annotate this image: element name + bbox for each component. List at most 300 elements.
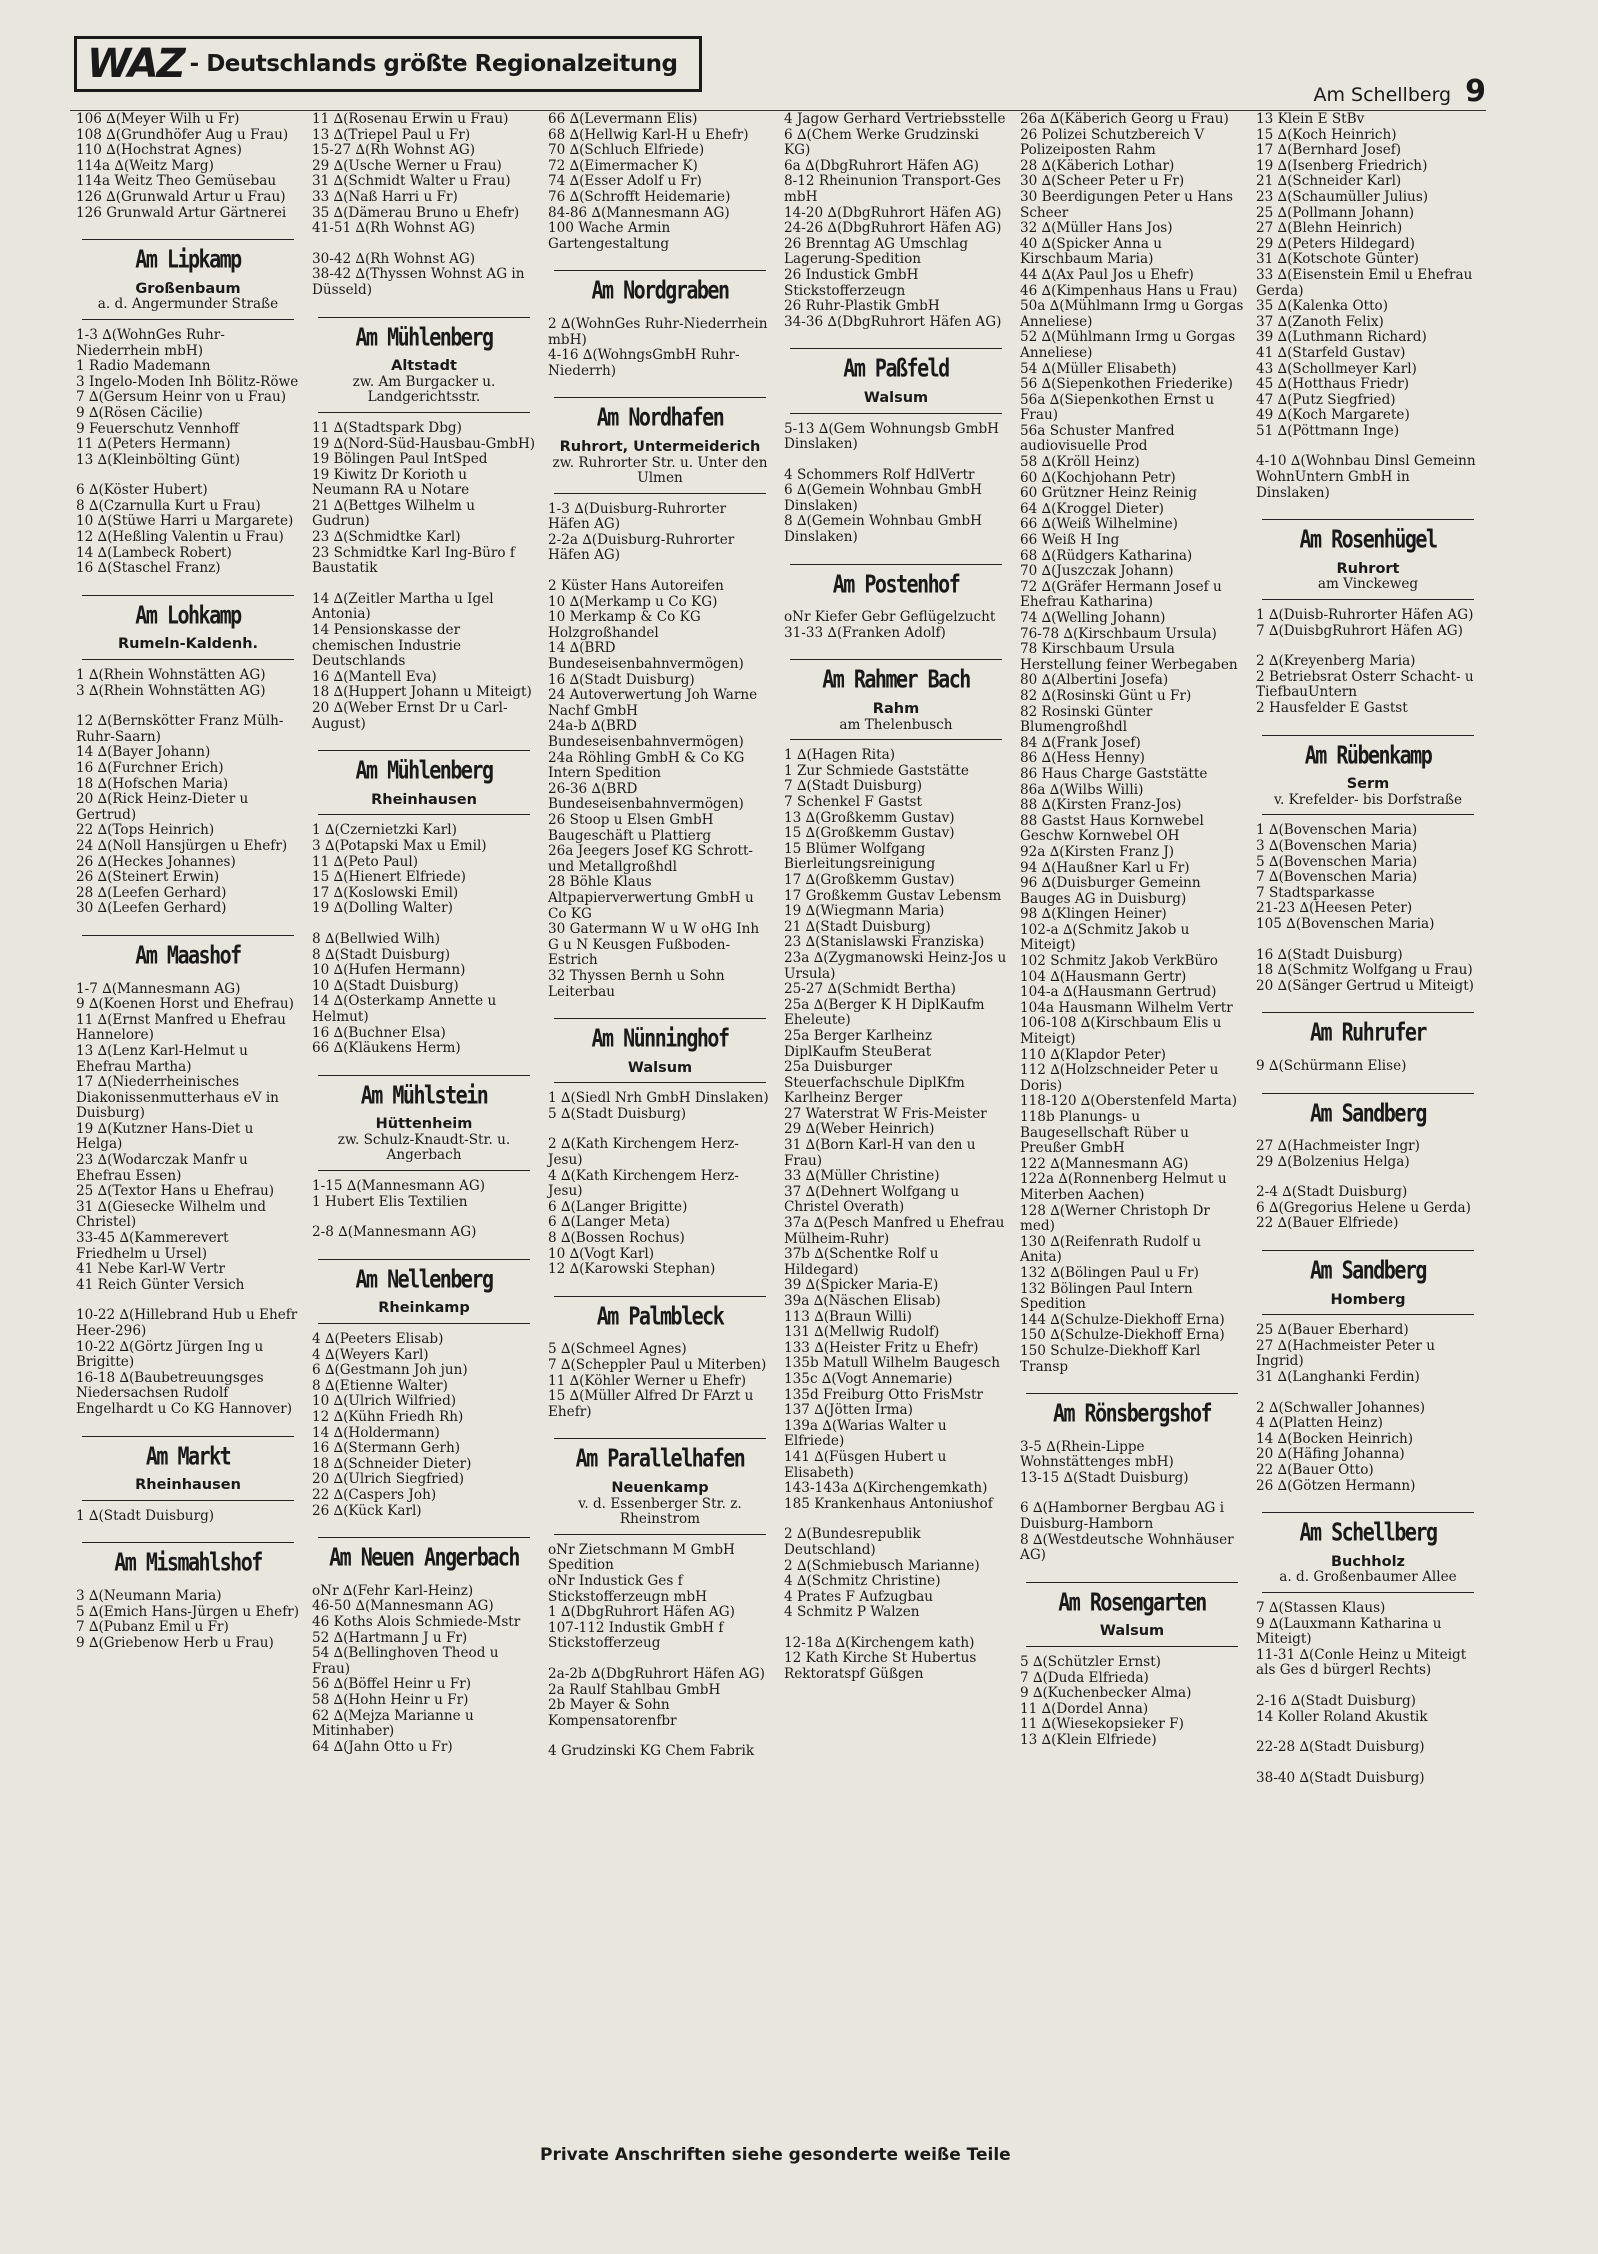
street-name: Am Postenhof (832, 568, 960, 599)
street-heading (76, 1542, 300, 1583)
address-entry: 39 ∆(Spicker Maria-E) (784, 1277, 939, 1294)
address-entry: 25-27 ∆(Schmidt Bertha) (784, 981, 956, 998)
address-entry: 7 ∆(Stassen Klaus) (1256, 1599, 1386, 1616)
street-heading (784, 659, 1008, 740)
address-entry: 47 ∆(Putz Siegfried) (1256, 391, 1396, 408)
street-name: Am Maashof (135, 939, 241, 970)
address-entry: 14 ∆(BRD Bundeseisenbahnvermögen) (548, 640, 744, 673)
address-entry: 23 ∆(Schmidtke Karl) (312, 529, 461, 546)
address-entry: 132 ∆(Bölingen Paul u Fr) (1020, 1264, 1199, 1281)
address-entry: 150 ∆(Schulze-Diekhoff Erna) (1020, 1327, 1225, 1344)
address-entry: 60 Grützner Heinz Reinig (1020, 485, 1197, 502)
address-entry: 15 ∆(Müller Alfred Dr FArzt u Ehefr) (548, 1388, 754, 1420)
address-entry: 96 ∆(Duisburger Gemeinn Bauges AG in Duisburg) (1020, 875, 1201, 907)
street-name: Am Nünninghof (591, 1022, 729, 1053)
address-entry: 9 ∆(Kuchenbecker Alma) (1020, 1685, 1192, 1702)
address-entry: 7 Stadtsparkasse (1256, 884, 1375, 901)
street-heading (312, 1537, 536, 1578)
address-entry: 76 ∆(Schrofft Heidemarie) (548, 188, 731, 205)
address-entry: 13 ∆(Großkemm Gustav) (784, 809, 955, 826)
address-entry: 26 ∆(Götzen Hermann) (1256, 1477, 1416, 1494)
address-entry: 4 ∆(Peeters Elisab) (312, 1331, 444, 1348)
street-rule (318, 1259, 530, 1260)
address-entry: 16 ∆(Stadt Duisburg) (548, 671, 695, 688)
street-rule (82, 595, 294, 596)
address-entry: 78 Kirschbaum Ursula Herstellung feiner Werbegaben (1020, 641, 1238, 673)
address-entry: 6 ∆(Hamborner Bergbau AG i Duisburg-Hamborn (1020, 1500, 1225, 1533)
street-rule (318, 1537, 530, 1538)
address-entry: 2-16 ∆(Stadt Duisburg) (1256, 1692, 1416, 1709)
address-entry: 11 ∆(Rosenau Erwin u Frau) (312, 112, 509, 127)
running-head-title: Am Schellberg (1313, 84, 1452, 106)
address-entry: 31-33 ∆(Franken Adolf) (784, 624, 946, 641)
street-heading (76, 239, 300, 320)
street-heading (76, 935, 300, 976)
address-entry: 118-120 ∆(Oberstenfeld Marta) (1020, 1093, 1238, 1110)
address-entry: 70 ∆(Schluch Elfriede) (548, 142, 705, 159)
address-entry: 19 ∆(Nord-Süd-Hausbau-GmbH) (312, 435, 536, 452)
address-entry: 32 ∆(Müller Hans Jos) (1020, 220, 1173, 237)
address-entry: 20 ∆(Rick Heinz-Dieter u Gertrud) (76, 791, 249, 823)
street-name: Am Rosengarten (1058, 1586, 1206, 1617)
address-entry: 3 ∆(Potapski Max u Emil) (312, 837, 487, 854)
street-rule (1026, 1393, 1238, 1394)
address-entry: 7 ∆(Duda Elfrieda) (1020, 1669, 1149, 1686)
address-entry: 11 ∆(Peters Hermann) (76, 436, 231, 453)
address-entry: 1 ∆(Rhein Wohnstätten AG) (76, 667, 266, 684)
address-entry: 52 ∆(Hartmann J u Fr) (312, 1629, 468, 1646)
address-entry: 30 Gatermann W u W oHG Inh G u N Keusgen Fußboden-Estrich (548, 921, 760, 969)
address-entry: 4 ∆(Weyers Karl) (312, 1346, 429, 1363)
address-entry: 2b Mayer & Sohn Kompensatorenfbr (548, 1697, 677, 1729)
address-entry: 26a Jeegers Josef KG Schrott- und Metallgroßhdl (548, 843, 754, 875)
address-entry: 4 ∆(Schmitz Christine) (784, 1573, 941, 1590)
address-entry: 8 ∆(Westdeutsche Wohnhäuser AG) (1020, 1531, 1234, 1564)
address-entry: 88 ∆(Kirsten Franz-Jos) (1020, 797, 1182, 814)
address-entry: 82 ∆(Rosinski Günt u Fr) (1020, 687, 1192, 704)
street-heading (1020, 1582, 1244, 1647)
directory-column-6 (1250, 112, 1486, 2192)
address-entry: 2 Betriebsrat Osterr Schacht- u TiefbauUntern (1256, 668, 1474, 701)
address-entry: 4 Schmitz P Walzen (784, 1604, 920, 1621)
address-entry: 15 ∆(Großkemm Gustav) (784, 825, 955, 842)
address-entry: 28 ∆(Käberich Lothar) (1020, 157, 1175, 174)
address-entry: 66 ∆(Kläukens Herm) (312, 1040, 461, 1057)
street-heading (548, 397, 772, 493)
street-subrule (318, 1170, 530, 1171)
address-entry: 11 ∆(Stadtspark Dbg) (312, 419, 462, 436)
address-entry: 11 ∆(Dordel Anna) (1020, 1700, 1149, 1717)
address-entry: 46-50 ∆(Mannesmann AG) (312, 1598, 494, 1615)
address-entry: 17 ∆(Koslowski Emil) (312, 884, 459, 901)
address-entry: 2 Hausfelder E Gastst (1256, 700, 1408, 716)
address-entry: 38-40 ∆(Stadt Duisburg) (1256, 1769, 1425, 1786)
street-subrule (82, 1500, 294, 1501)
address-entry: 88 Gastst Haus Kornwebel Geschw Kornwebel OH (1020, 812, 1204, 845)
address-entry: 105 ∆(Bovenschen Maria) (1256, 915, 1435, 932)
address-entry: 35 ∆(Kalenka Otto) (1256, 298, 1389, 315)
district-name: Hüttenheim (375, 1116, 473, 1133)
address-entry: 22 ∆(Tops Heinrich) (76, 822, 215, 839)
street-heading (1256, 1250, 1480, 1315)
directory-column-3 (542, 112, 778, 2192)
address-entry: 41-51 ∆(Rh Wohnst AG) (312, 220, 476, 237)
address-entry: 1 Zur Schmiede Gaststätte (784, 762, 969, 779)
address-entry: 1-3 ∆(Duisburg-Ruhrorter Häfen AG) (548, 500, 727, 533)
address-entry: 7 ∆(DuisbgRuhrort Häfen AG) (1256, 622, 1463, 639)
address-entry: 104-a ∆(Hausmann Gertrud) (1020, 984, 1217, 1001)
address-entry: 6 ∆(Köster Hubert) (76, 482, 208, 499)
district-name: Walsum (1099, 1623, 1165, 1640)
directory-column-4 (778, 112, 1014, 2192)
street-name: Am Paßfeld (843, 353, 949, 384)
street-name: Am Parallelhafen (575, 1443, 745, 1474)
address-entry: 23 ∆(Schaumüller Julius) (1256, 188, 1429, 205)
address-entry: 17 ∆(Bernhard Josef) (1256, 142, 1402, 159)
district-name: Ruhrort, Untermeiderich (559, 438, 761, 455)
address-entry: 74 ∆(Esser Adolf u Fr) (548, 173, 702, 190)
address-entry: 94 ∆(Haußner Karl u Fr) (1020, 859, 1190, 876)
street-section: v. Krefelder- bis Dorfstraße (1273, 791, 1463, 808)
address-entry: 4-10 ∆(Wohnbau Dinsl Gemeinn WohnUntern GmbH in Dinslaken) (1256, 453, 1476, 501)
address-entry: 3 ∆(Rhein Wohnstätten AG) (76, 682, 266, 699)
address-entry: 2 ∆(Bundesrepublik Deutschland) (784, 1526, 921, 1558)
address-entry: 84 ∆(Frank Josef) (1020, 734, 1141, 751)
address-entry: 20 ∆(Weber Ernst Dr u Carl-August) (312, 700, 508, 732)
street-rule (82, 935, 294, 936)
street-name: Am Mismahlshof (114, 1547, 262, 1578)
address-entry: 56a ∆(Siepenkothen Ernst u Frau) (1020, 391, 1215, 424)
street-heading (1256, 1093, 1480, 1134)
directory-columns (70, 112, 1490, 2192)
address-entry: 17 ∆(Großkemm Gustav) (784, 871, 955, 888)
address-entry: 33 ∆(Müller Christine) (784, 1168, 940, 1185)
address-entry: 20 ∆(Ulrich Siegfried) (312, 1471, 465, 1488)
address-entry: 102 Schmitz Jakob VerkBüro (1020, 953, 1218, 970)
masthead-tagline: - Deutschlands größte Regionalzeitung (189, 51, 678, 77)
address-entry: 29 ∆(Usche Werner u Frau) (312, 157, 502, 174)
address-entry: 22 ∆(Bauer Otto) (1256, 1462, 1374, 1478)
address-entry: 40 ∆(Spicker Anna u Kirschbaum Maria) (1020, 235, 1162, 268)
street-section: am Vinckeweg (1317, 576, 1419, 593)
address-entry: 14 Koller Roland Akustik (1256, 1708, 1428, 1725)
address-entry: 74 ∆(Welling Johann) (1020, 610, 1166, 626)
address-entry: 15 ∆(Koch Heinrich) (1256, 126, 1397, 143)
address-entry: 26 Stoop u Elsen GmbH Baugeschäft u Plattierg (548, 811, 714, 844)
address-entry: 56 ∆(Böffel Heinr u Fr) (312, 1676, 472, 1693)
street-section: am Thelenbusch (839, 716, 953, 733)
street-name: Am Sandberg (1310, 1254, 1426, 1285)
street-name: Am Mühlenberg (355, 321, 493, 352)
district-name: Altstadt (391, 358, 457, 375)
address-entry: 10 ∆(Merkamp u Co KG) (548, 593, 718, 610)
district-name: Homberg (1330, 1291, 1406, 1308)
footer-note: Private Anschriften siehe gesonderte weiße Teile (540, 2145, 1011, 2165)
address-entry: 102-a ∆(Schmitz Jakob u Miteigt) (1020, 921, 1190, 954)
address-entry: 80 ∆(Albertini Josefa) (1020, 672, 1169, 689)
address-entry: 4 ∆(Kath Kirchengem Herz-Jesu) (548, 1167, 739, 1200)
street-heading (548, 1438, 772, 1534)
address-entry: 11 ∆(Ernst Manfred u Ehefrau Hannelore) (76, 1011, 286, 1044)
address-entry: 144 ∆(Schulze-Diekhoff Erna) (1020, 1311, 1225, 1328)
street-rule (554, 1296, 766, 1297)
address-entry: 16 ∆(Stermann Gerh) (312, 1440, 461, 1457)
address-entry: 29 ∆(Bolzenius Helga) (1256, 1153, 1410, 1170)
street-rule (318, 1075, 530, 1076)
street-heading (1256, 1012, 1480, 1053)
street-heading (1256, 1512, 1480, 1593)
street-section: a. d. Angermunder Straße (97, 296, 279, 313)
address-entry: 5 ∆(Stadt Duisburg) (548, 1105, 687, 1122)
address-entry: 143-143a ∆(Kirchengemkath) (784, 1480, 988, 1497)
address-entry: 1 Hubert Elis Textilien (312, 1193, 468, 1210)
address-entry: 126 Grunwald Artur Gärtnerei (76, 204, 287, 221)
address-entry: 10 Merkamp & Co KG Holzgroßhandel (548, 609, 701, 641)
address-entry: 118b Planungs- u Baugesellschaft Rüber u Preußer GmbH (1020, 1109, 1189, 1157)
street-name: Am Nellenberg (355, 1263, 493, 1294)
address-entry: 26 Ruhr-Plastik GmbH (784, 298, 940, 315)
address-entry: 106-108 ∆(Kirschbaum Elis u Miteigt) (1020, 1015, 1222, 1048)
address-entry: 23 ∆(Wodarczak Manfr u Ehefrau Essen) (76, 1152, 248, 1184)
street-name: Am Markt (145, 1440, 231, 1471)
street-name: Am Nordgraben (591, 275, 729, 306)
address-entry: 20 ∆(Häfing Johanna) (1256, 1446, 1405, 1463)
address-entry: 122 ∆(Mannesmann AG) (1020, 1155, 1189, 1172)
address-entry: 2 ∆(Schwaller Johannes) (1256, 1399, 1426, 1416)
address-entry: 1-7 ∆(Mannesmann AG) (76, 980, 241, 997)
address-entry: 28 Böhle Klaus Altpapierverwertung GmbH u Co KG (548, 874, 754, 922)
address-entry: 33 ∆(Naß Harri u Fr) (312, 188, 458, 205)
street-subrule (1262, 1592, 1474, 1593)
address-entry: 19 ∆(Dolling Walter) (312, 900, 453, 917)
address-entry: 19 Bölingen Paul IntSped (312, 451, 488, 468)
address-entry: 86a ∆(Wilbs Willi) (1020, 781, 1144, 798)
street-rule (554, 1438, 766, 1439)
street-name: Am Neuen Angerbach (329, 1541, 519, 1572)
address-entry: 16 ∆(Staschel Franz) (76, 560, 221, 577)
address-entry: 37b ∆(Schentke Rolf u Hildegard) (784, 1246, 939, 1278)
address-entry: 19 Kiwitz Dr Korioth u Neumann RA u Notare (312, 466, 470, 499)
address-entry: 1 Radio Mademann (76, 358, 211, 375)
address-entry: 10 ∆(Stadt Duisburg) (312, 977, 459, 994)
address-entry: 25a Berger Karlheinz DiplKaufm SteuBerat (784, 1027, 932, 1060)
street-section: zw. Ruhrorter Str. u. Unter den Ulmen (552, 454, 768, 487)
address-entry: 135d Freiburg Otto FrisMstr (784, 1386, 983, 1403)
address-entry: 2-8 ∆(Mannesmann AG) (312, 1224, 477, 1241)
address-entry: 4 Jagow Gerhard Vertriebsstelle (784, 112, 1006, 127)
address-entry: 62 ∆(Mejza Marianne u Mitinhaber) (312, 1707, 474, 1740)
address-entry: 37 ∆(Dehnert Wolfgang u Christel Overath) (784, 1183, 960, 1216)
street-heading (312, 1259, 536, 1324)
page-number: 9 (1465, 74, 1486, 109)
address-entry: 100 Wache Armin Gartengestaltung (548, 220, 671, 252)
address-entry: 1 ∆(Siedl Nrh GmbH Dinslaken) (548, 1090, 769, 1107)
address-entry: 4 Schommers Rolf HdlVertr (784, 466, 975, 483)
district-name: Rumeln-Kaldenh. (117, 636, 259, 653)
address-entry: 14 ∆(Zeitler Martha u Igel Antonia) (312, 590, 494, 623)
address-entry: 26 ∆(Steinert Erwin) (76, 869, 220, 886)
address-entry: 39a ∆(Näschen Elisab) (784, 1293, 941, 1309)
address-entry: 23 ∆(Stanislawski Franziska) (784, 934, 985, 951)
address-entry: 21 ∆(Schneider Karl) (1256, 173, 1402, 190)
address-entry: 64 ∆(Jahn Otto u Fr) (312, 1738, 453, 1755)
address-entry: 30 Beerdigungen Peter u Hans Scheer (1020, 188, 1233, 221)
street-heading (548, 270, 772, 311)
street-name: Am Sandberg (1310, 1097, 1426, 1128)
address-entry: 26a ∆(Käberich Georg u Frau) (1020, 112, 1229, 127)
directory-column-2 (306, 112, 542, 2192)
street-heading (312, 1075, 536, 1171)
address-entry: 135b Matull Wilhelm Baugesch (784, 1355, 1000, 1372)
address-entry: 6 ∆(Chem Werke Grudzinski KG) (784, 126, 979, 159)
address-entry: 24 ∆(Noll Hansjürgen u Ehefr) (76, 837, 288, 854)
address-entry: 18 ∆(Schmitz Wolfgang u Frau) (1256, 962, 1473, 979)
address-entry: 122a ∆(Ronnenberg Helmut u Miterben Aachen) (1020, 1171, 1227, 1203)
street-rule (82, 1542, 294, 1543)
address-entry: 10-22 ∆(Hillebrand Hub u Ehefr Heer-296) (76, 1307, 298, 1339)
address-entry: 16 ∆(Stadt Duisburg) (1256, 946, 1403, 963)
street-rule (1262, 519, 1474, 520)
address-entry: 16 ∆(Buchner Elsa) (312, 1024, 446, 1041)
address-entry: 29 ∆(Weber Heinrich) (784, 1121, 935, 1138)
address-entry: 6 ∆(Gestmann Joh jun) (312, 1362, 468, 1379)
address-entry: 4 ∆(Platten Heinz) (1256, 1415, 1383, 1432)
street-subrule (554, 1082, 766, 1083)
address-entry: 25 ∆(Pollmann Johann) (1256, 204, 1415, 221)
address-entry: 18 ∆(Schneider Dieter) (312, 1455, 472, 1472)
address-entry: 15 Blümer Wolfgang Bierleitungsreinigung (784, 840, 936, 873)
directory-column-1 (70, 112, 306, 2192)
address-entry: 41 ∆(Starfeld Gustav) (1256, 344, 1406, 361)
address-entry: 31 ∆(Schmidt Walter u Frau) (312, 173, 511, 190)
address-entry: 41 Nebe Karl-W Vertr (76, 1261, 225, 1278)
street-heading (76, 1436, 300, 1501)
address-entry: 3-5 ∆(Rhein-Lippe Wohnstättenges mbH) (1020, 1438, 1174, 1471)
address-entry: 7 ∆(Bovenschen Maria) (1256, 869, 1418, 886)
address-entry: 8 ∆(Bossen Rochus) (548, 1230, 685, 1247)
address-entry: 14 ∆(Bocken Heinrich) (1256, 1430, 1414, 1447)
address-entry: 31 ∆(Langhanki Ferdin) (1256, 1369, 1420, 1386)
address-entry: 13 ∆(Klein Elfriede) (1020, 1732, 1157, 1748)
street-name: Am Rönsbergshof (1052, 1397, 1212, 1428)
address-entry: 29 ∆(Peters Hildegard) (1256, 235, 1415, 252)
address-entry: 107-112 Industik GmbH f Stickstofferzeug (548, 1619, 724, 1652)
masthead (74, 36, 702, 92)
street-heading (312, 750, 536, 815)
address-entry: 21 ∆(Stadt Duisburg) (784, 918, 931, 935)
address-entry: 72 ∆(Eimermacher K) (548, 157, 698, 174)
address-entry: 30 ∆(Leefen Gerhard) (76, 900, 227, 917)
street-heading (784, 348, 1008, 413)
address-entry: 7 ∆(Pubanz Emil u Fr) (76, 1619, 229, 1636)
street-name: Am Rosenhügel (1299, 524, 1437, 555)
street-rule (1262, 1093, 1474, 1094)
address-entry: 14 ∆(Lambeck Robert) (76, 544, 232, 561)
address-entry: 7 ∆(Stadt Duisburg) (784, 778, 923, 795)
street-heading (1020, 1393, 1244, 1434)
street-rule (82, 239, 294, 240)
address-entry: 49 ∆(Koch Margarete) (1256, 407, 1410, 424)
address-entry: 19 ∆(Kutzner Hans-Diet u Helga) (76, 1120, 254, 1153)
address-entry: 44 ∆(Ax Paul Jos u Ehefr) (1020, 266, 1194, 283)
address-entry: 2 ∆(Kath Kirchengem Herz-Jesu) (548, 1136, 739, 1169)
header-rule (70, 110, 1486, 111)
address-entry: 18 ∆(Huppert Johann u Miteigt) (312, 684, 532, 701)
address-entry: 2 Küster Hans Autoreifen (548, 578, 724, 595)
address-entry: 1 ∆(Bovenschen Maria) (1256, 822, 1418, 839)
address-entry: 9 ∆(Griebenow Herb u Frau) (76, 1634, 274, 1651)
address-entry: 17 ∆(Niederrheinisches Diakonissenmutterhaus eV in Duisburg) (76, 1074, 279, 1122)
address-entry: 5 ∆(Emich Hans-Jürgen u Ehefr) (76, 1603, 300, 1620)
address-entry: 39 ∆(Luthmann Richard) (1256, 329, 1427, 346)
address-entry: 92a ∆(Kirsten Franz J) (1020, 843, 1175, 860)
address-entry: 11-31 ∆(Conle Heinz u Miteigt als Ges d bürgerl Rechts) (1256, 1646, 1467, 1679)
address-entry: 19 ∆(Isenberg Friedrich) (1256, 157, 1428, 174)
address-entry: 18 ∆(Hofschen Maria) (76, 775, 229, 792)
address-entry: 2a-2b ∆(DbgRuhrort Häfen AG) (548, 1665, 765, 1682)
address-entry: 114a ∆(Weitz Marg) (76, 157, 214, 174)
street-rule (1262, 1512, 1474, 1513)
address-entry: 10-22 ∆(Görtz Jürgen Ing u Brigitte) (76, 1338, 264, 1371)
address-entry: 9 ∆(Lauxmann Katharina u Miteigt) (1256, 1615, 1442, 1648)
street-subrule (318, 412, 530, 413)
address-entry: 27 ∆(Blehn Heinrich) (1256, 220, 1403, 237)
street-name: Am Rahmer Bach (822, 664, 970, 695)
address-entry: 7 ∆(Gersum Heinr von u Frau) (76, 389, 287, 406)
address-entry: 16-18 ∆(Baubetreuungsges Niedersachsen Rudolf Engelhardt u Co KG Hannover) (76, 1369, 293, 1417)
address-entry: 12 Kath Kirche St Hubertus Rektoratspf Güßgen (784, 1650, 977, 1683)
address-entry: 12 ∆(Bernskötter Franz Mülh-Ruhr-Saarn) (76, 713, 284, 745)
address-entry: 16 ∆(Furchner Erich) (76, 760, 224, 776)
address-entry: 26 Industick GmbH Stickstofferzeugn (784, 266, 919, 299)
address-entry: 6a ∆(DbgRuhrort Häfen AG) (784, 157, 979, 174)
address-entry: 8 ∆(Stadt Duisburg) (312, 946, 451, 963)
address-entry: 6 ∆(Langer Meta) (548, 1214, 671, 1231)
address-entry: 113 ∆(Braun Willi) (784, 1308, 912, 1325)
address-entry: 1-3 ∆(WohnGes Ruhr-Niederrhein mbH) (76, 326, 225, 359)
street-subrule (790, 739, 1002, 740)
address-entry: 66 Weiß H Ing (1020, 532, 1120, 549)
address-entry: 33-45 ∆(Kammerevert Friedhelm u Ursel) (76, 1230, 229, 1262)
address-entry: 10 ∆(Stüwe Harri u Margarete) (76, 513, 294, 530)
address-entry: 31 ∆(Giesecke Wilhelm und Christel) (76, 1198, 266, 1231)
address-entry: 6 ∆(Gemein Wohnbau GmbH Dinslaken) (784, 482, 982, 514)
address-entry: 135c ∆(Vogt Annemarie) (784, 1370, 953, 1387)
street-subrule (554, 1534, 766, 1535)
address-entry: 13 ∆(Lenz Karl-Helmut u Ehefrau Martha) (76, 1042, 248, 1075)
street-subrule (554, 493, 766, 494)
address-entry: 104 ∆(Hausmann Gertr) (1020, 968, 1187, 985)
address-entry: 6 ∆(Langer Brigitte) (548, 1198, 688, 1215)
street-rule (318, 317, 530, 318)
address-entry: 31 ∆(Kotschote Günter) (1256, 251, 1419, 268)
address-entry: 1 ∆(Hagen Rita) (784, 747, 896, 764)
street-name: Am Schellberg (1299, 1516, 1437, 1547)
district-name: Walsum (863, 389, 929, 406)
address-entry: 9 Feuerschutz Vennhoff (76, 420, 239, 437)
address-entry: 45 ∆(Hotthaus Friedr) (1256, 376, 1410, 393)
district-name: Rheinhausen (135, 1477, 241, 1494)
address-entry: 8-12 Rheinunion Transport-Ges mbH (784, 173, 1001, 205)
address-entry: 70 ∆(Juszczak Johann) (1020, 563, 1174, 580)
street-name: Am Lohkamp (135, 599, 241, 630)
address-entry: 13 Klein E StBv (1256, 112, 1365, 127)
address-entry: oNr Industick Ges f Stickstofferzeugn mbH (548, 1572, 707, 1605)
address-entry: 126 ∆(Grunwald Artur u Frau) (76, 188, 286, 205)
address-entry: 132 Bölingen Paul Intern Spedition (1020, 1280, 1193, 1313)
street-name: Am Palmbleck (596, 1300, 724, 1331)
address-entry: 24 Autoverwertung Joh Warne Nachf GmbH (548, 687, 758, 719)
